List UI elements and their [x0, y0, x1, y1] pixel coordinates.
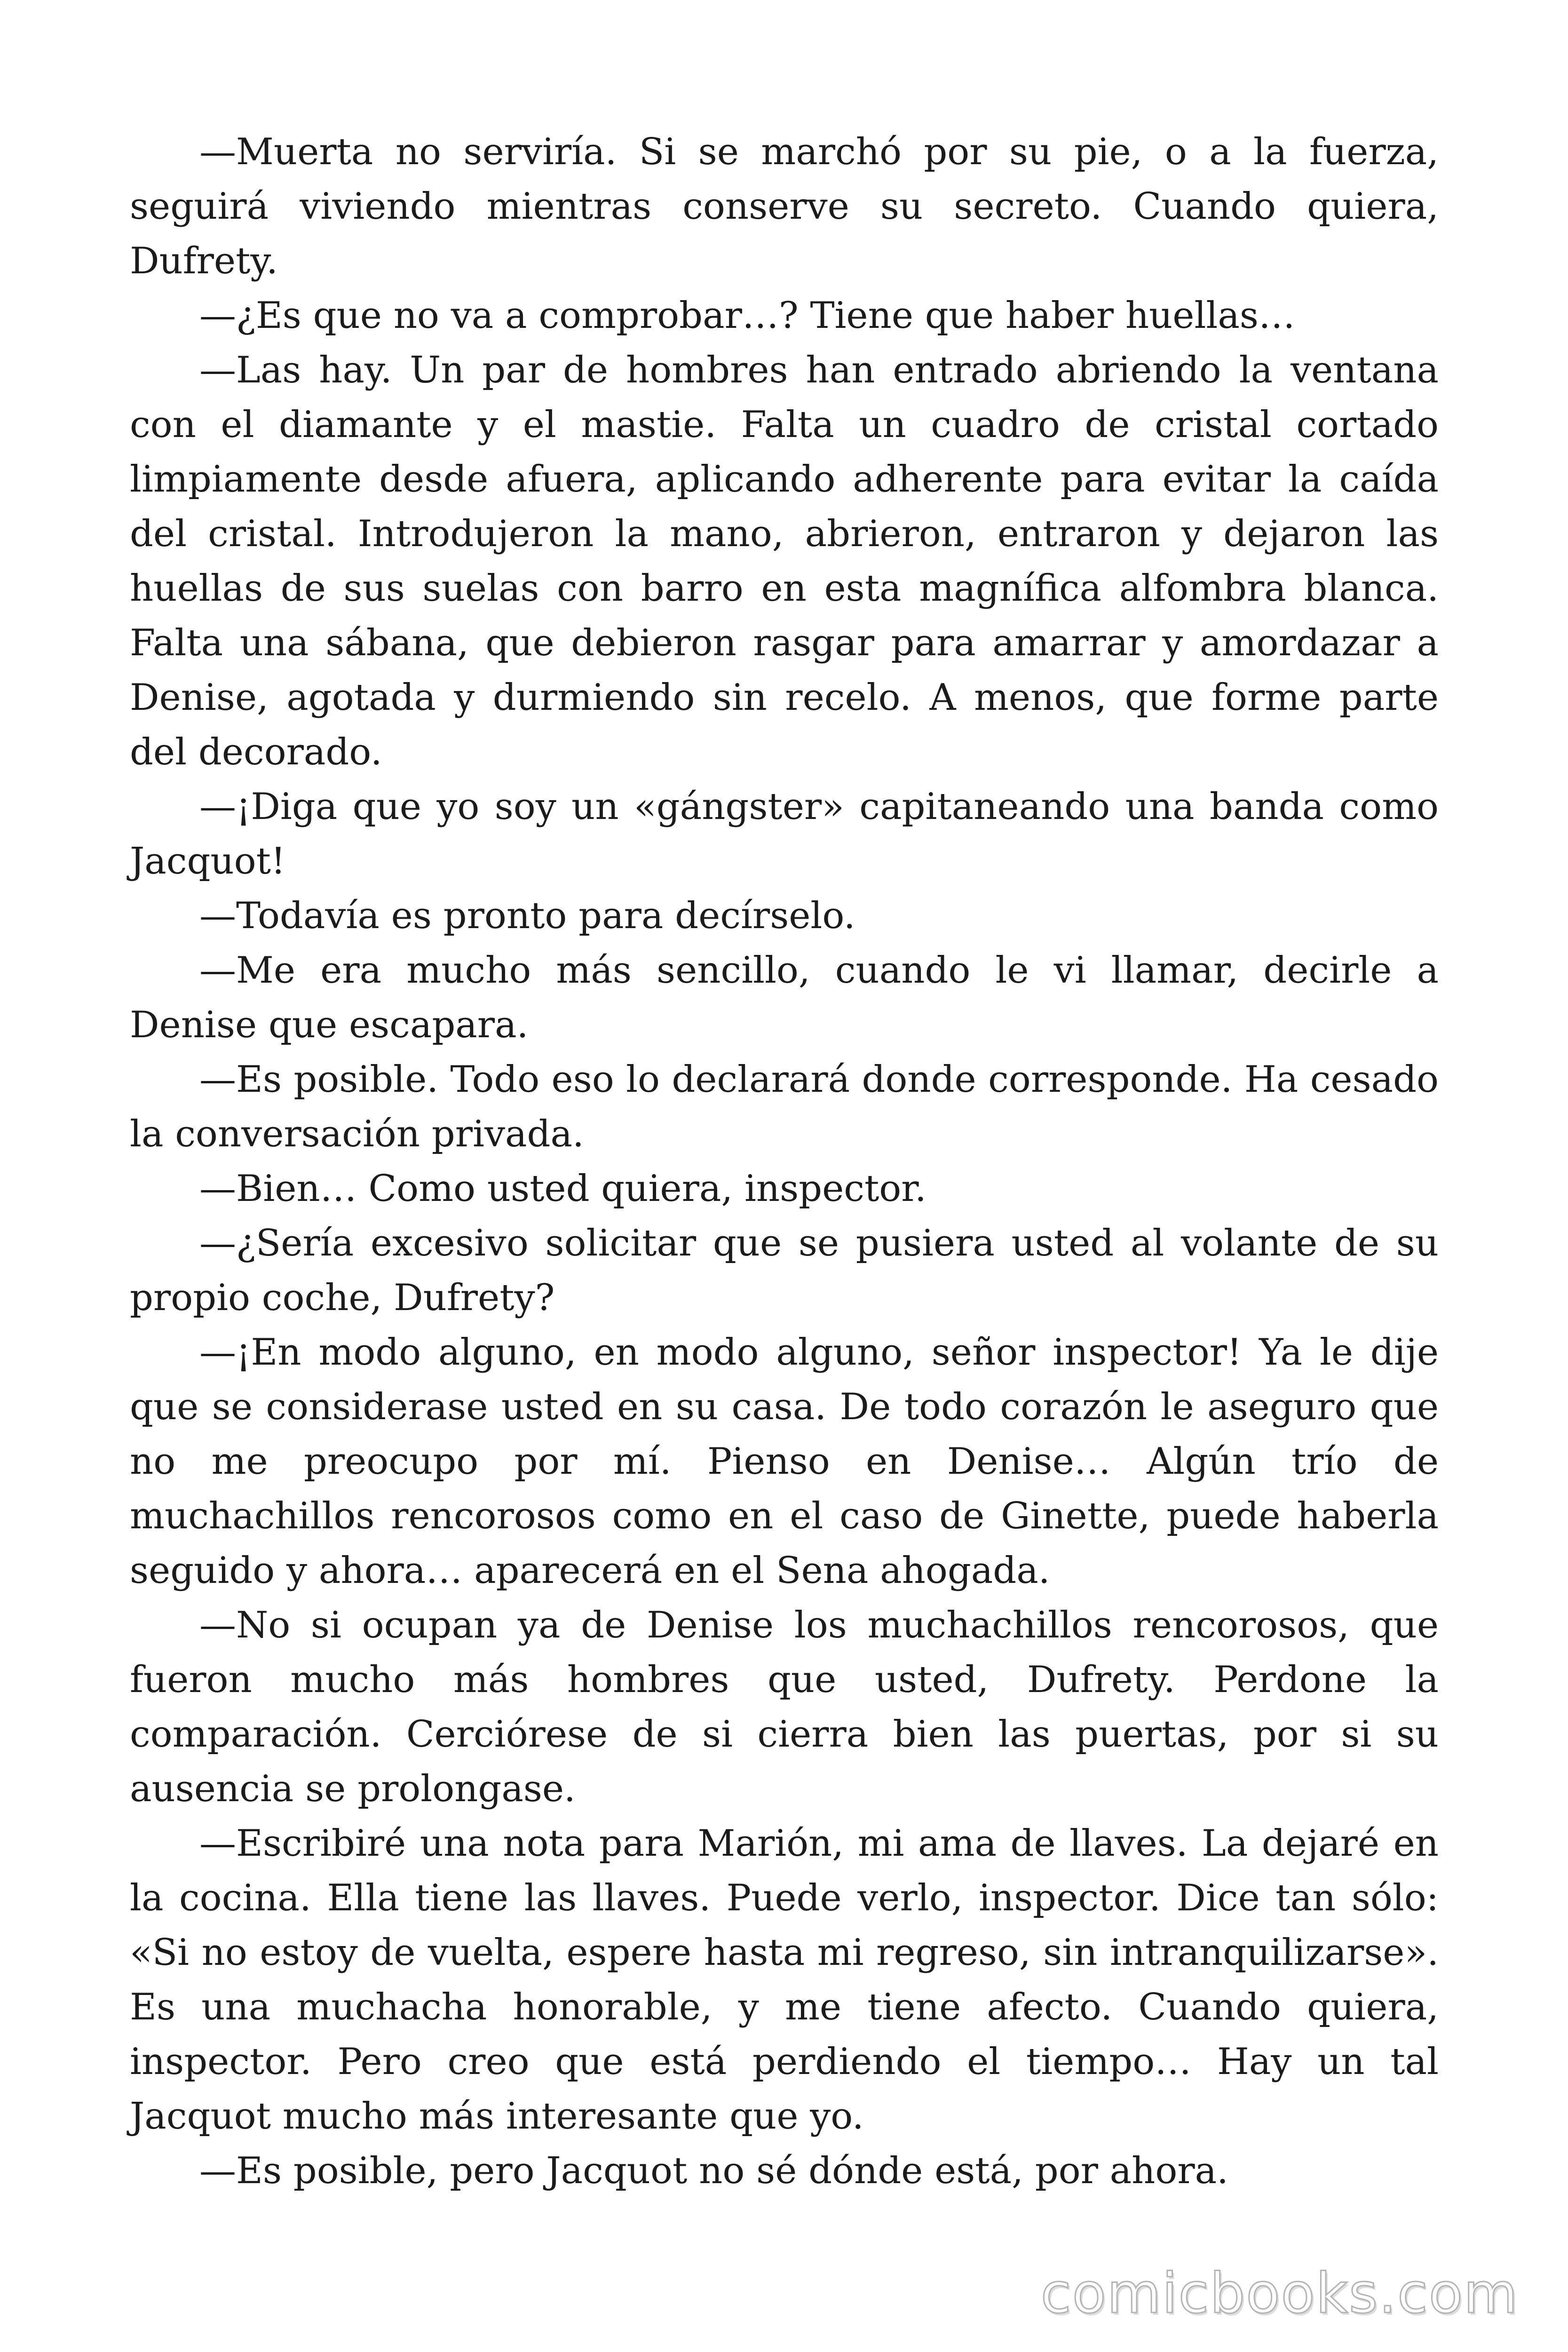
- page-text-body: [130, 125, 1439, 2198]
- paragraph: —Escribiré una nota para Marión, mi ama de llaves. La dejaré en la cocina. Ella tiene las llaves. Puede verlo, inspector. Dice tan sólo: «Si no estoy de vuelta, espere hasta mi regreso, sin intranquilizarse». Es una muchacha honorable, y me tiene afecto. Cuando quiera, inspector. Pero creo que está perdiendo el tiempo… Hay un tal Jacquot mucho más interesante que yo.: [130, 1822, 1439, 2137]
- paragraph: —¡Diga que yo soy un «gángster» capitaneando una banda como Jacquot!: [130, 786, 1439, 882]
- paragraph: —Me era mucho más sencillo, cuando le vi llamar, decirle a Denise que escapara.: [130, 949, 1439, 1046]
- paragraph: —Todavía es pronto para decírselo.: [199, 895, 855, 937]
- paragraph: —Bien… Como usted quiera, inspector.: [199, 1168, 927, 1210]
- paragraph: —Las hay. Un par de hombres han entrado abriendo la ventana con el diamante y el mastie. Falta un cuadro de cristal cortado limpiamente desde afuera, aplicando adherente para evitar la caída del cristal. Introdujeron la mano, abrieron, entraron y dejaron las huellas de sus suelas con barro en esta magnífica alfombra blanca. Falta una sábana, que debieron rasgar para amarrar y amordazar a Denise, agotada y durmiendo sin recelo. A menos, que forme parte del decorado.: [130, 349, 1439, 773]
- paragraph: —¿Es que no va a comprobar…? Tiene que haber huellas…: [199, 294, 1295, 337]
- paragraph: —¿Sería excesivo solicitar que se pusiera usted al volante de su propio coche, Dufrety?: [130, 1222, 1439, 1319]
- paragraph: —¡En modo alguno, en modo alguno, señor inspector! Ya le dije que se considerase usted en su casa. De todo corazón le aseguro que no me preocupo por mí. Pienso en Denise… Algún trío de muchachillos rencorosos como en el caso de Ginette, puede haberla seguido y ahora… aparecerá en el Sena ahogada.: [130, 1331, 1439, 1592]
- paragraph: —Es posible. Todo eso lo declarará donde corresponde. Ha cesado la conversación privada.: [130, 1058, 1439, 1155]
- paragraph: —Muerta no serviría. Si se marchó por su pie, o a la fuerza, seguirá viviendo mientras conserve su secreto. Cuando quiera, Dufrety.: [130, 131, 1439, 282]
- watermark: comicbooks.com: [1040, 2261, 1519, 2326]
- paragraph: —No si ocupan ya de Denise los muchachillos rencorosos, que fueron mucho más hombres que usted, Dufrety. Perdone la comparación. Cerciórese de si cierra bien las puertas, por si su ausencia se prolongase.: [130, 1604, 1439, 1810]
- paragraph: —Es posible, pero Jacquot no sé dónde está, por ahora.: [199, 2150, 1228, 2192]
